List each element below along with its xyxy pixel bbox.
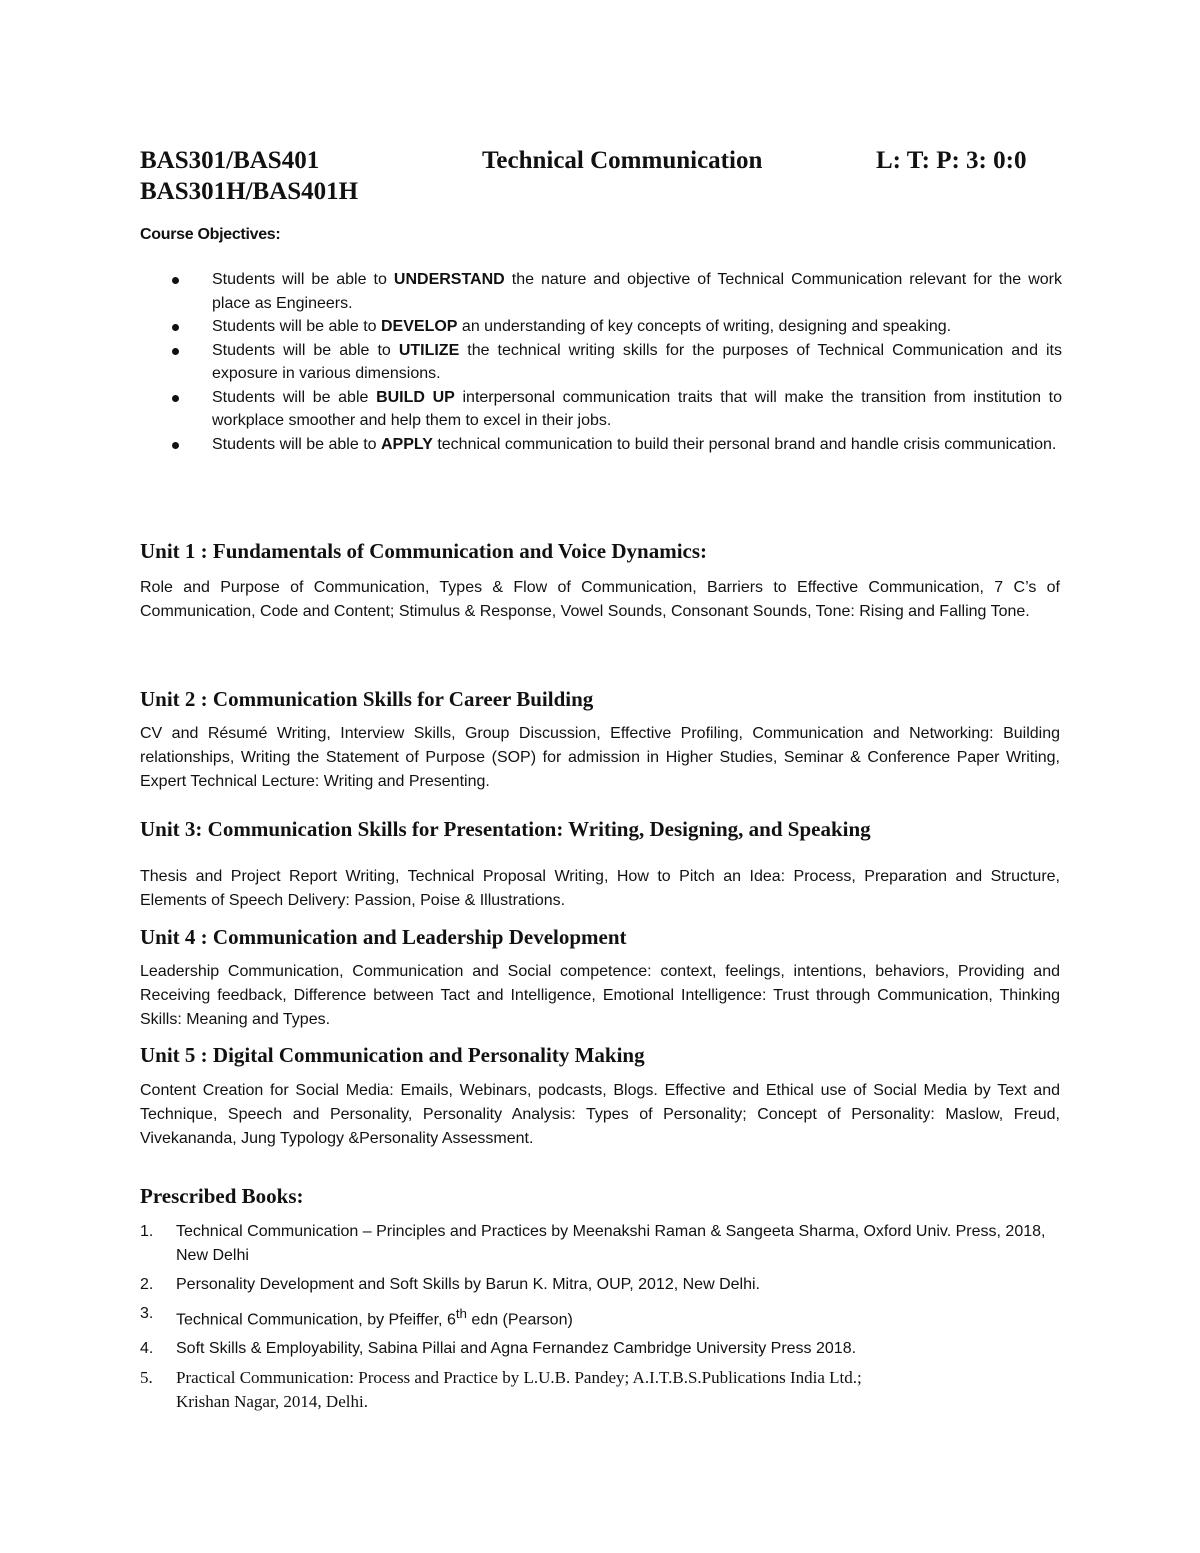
unit-5-heading: Unit 5 : Digital Communication and Personality Making xyxy=(140,1043,645,1067)
book-item: 3. Technical Communication, by Pfeiffer, 6th edn (Pearson) xyxy=(140,1305,573,1329)
book-item: 5. Practical Communication: Process and Practice by L.U.B. Pandey; A.I.T.B.S.Publications India Ltd.; Krishan Nagar, 2014, Delhi. xyxy=(140,1368,862,1412)
unit-4-heading: Unit 4 : Communication and Leadership Development xyxy=(140,925,627,949)
course-code-primary: BAS301/BAS401 xyxy=(140,147,320,174)
objective-item: Students will be able BUILD UP interpersonal communication traits that will make the transition from institution to workplace smoother and help them to excel in their jobs. xyxy=(170,386,1062,433)
unit-3-heading: Unit 3: Communication Skills for Presentation: Writing, Designing, and Speaking xyxy=(140,817,871,841)
objectives-heading: Course Objectives: xyxy=(140,226,281,243)
books-heading: Prescribed Books: xyxy=(140,1184,304,1208)
book-item: 1. Technical Communication – Principles and Practices by Meenakshi Raman & Sangeeta Sharma, Oxford Univ. Press, 2018, New Delhi xyxy=(140,1223,1046,1264)
unit-5-content: Content Creation for Social Media: Emails, Webinars, podcasts, Blogs. Effective and Ethical use of Social Media by Text and Technique, Speech and Personality, Personality Analysis: Types of Personality; Concept of Personality: Maslow, Freud, Vivekananda, Jung Typology &Personality Assessment. xyxy=(140,1082,1060,1147)
bullet-icon xyxy=(172,324,179,331)
unit-3-content: Thesis and Project Report Writing, Technical Proposal Writing, How to Pitch an Idea: Process, Preparation and Structure, Elements of Speech Delivery: Passion, Poise & Illustrations. xyxy=(140,868,1060,909)
course-ltp: L: T: P: 3: 0:0 xyxy=(876,147,1027,174)
objective-item: Students will be able to DEVELOP an understanding of key concepts of writing, designing and speaking. xyxy=(170,315,1062,339)
objective-item: Students will be able to APPLY technical communication to build their personal brand and handle crisis communication. xyxy=(170,433,1062,457)
bullet-icon xyxy=(172,442,179,449)
book-item: 4. Soft Skills & Employability, Sabina Pillai and Agna Fernandez Cambridge University Press 2018. xyxy=(140,1340,857,1358)
objective-item: Students will be able to UTILIZE the technical writing skills for the purposes of Technical Communication and its exposure in various dimensions. xyxy=(170,339,1062,386)
course-code-honours: BAS301H/BAS401H xyxy=(140,178,359,205)
course-title: Technical Communication xyxy=(482,147,763,174)
objectives-list xyxy=(170,268,1062,456)
unit-4-content: Leadership Communication, Communication and Social competence: context, feelings, intentions, behaviors, Providing and Receiving feedback, Difference between Tact and Intelligence, Emotional Intelligence: Trust through Communication, Thinking Skills: Meaning and Types. xyxy=(140,963,1060,1028)
book-item: 2. Personality Development and Soft Skills by Barun K. Mitra, OUP, 2012, New Delhi. xyxy=(140,1276,760,1293)
unit-1-content: Role and Purpose of Communication, Types & Flow of Communication, Barriers to Effective Communication, 7 C’s of Communication, Code and Content; Stimulus & Response, Vowel Sounds, Consonant Sounds, Tone: Rising and Falling Tone. xyxy=(140,579,1060,620)
bullet-icon xyxy=(172,277,179,284)
bullet-icon xyxy=(172,395,179,402)
unit-1-heading: Unit 1 : Fundamentals of Communication and Voice Dynamics: xyxy=(140,539,708,563)
bullet-icon xyxy=(172,348,179,355)
unit-2-heading: Unit 2 : Communication Skills for Career Building xyxy=(140,687,594,711)
books-list xyxy=(140,1220,1060,1419)
objective-item: Students will be able to UNDERSTAND the nature and objective of Technical Communication relevant for the work place as Engineers. xyxy=(170,268,1062,315)
unit-2-content: CV and Résumé Writing, Interview Skills, Group Discussion, Effective Profiling, Communication and Networking: Building relationships, Writing the Statement of Purpose (SOP) for admission in Higher Studies, Seminar & Conference Paper Writing, Expert Technical Lecture: Writing and Presenting. xyxy=(140,725,1060,790)
